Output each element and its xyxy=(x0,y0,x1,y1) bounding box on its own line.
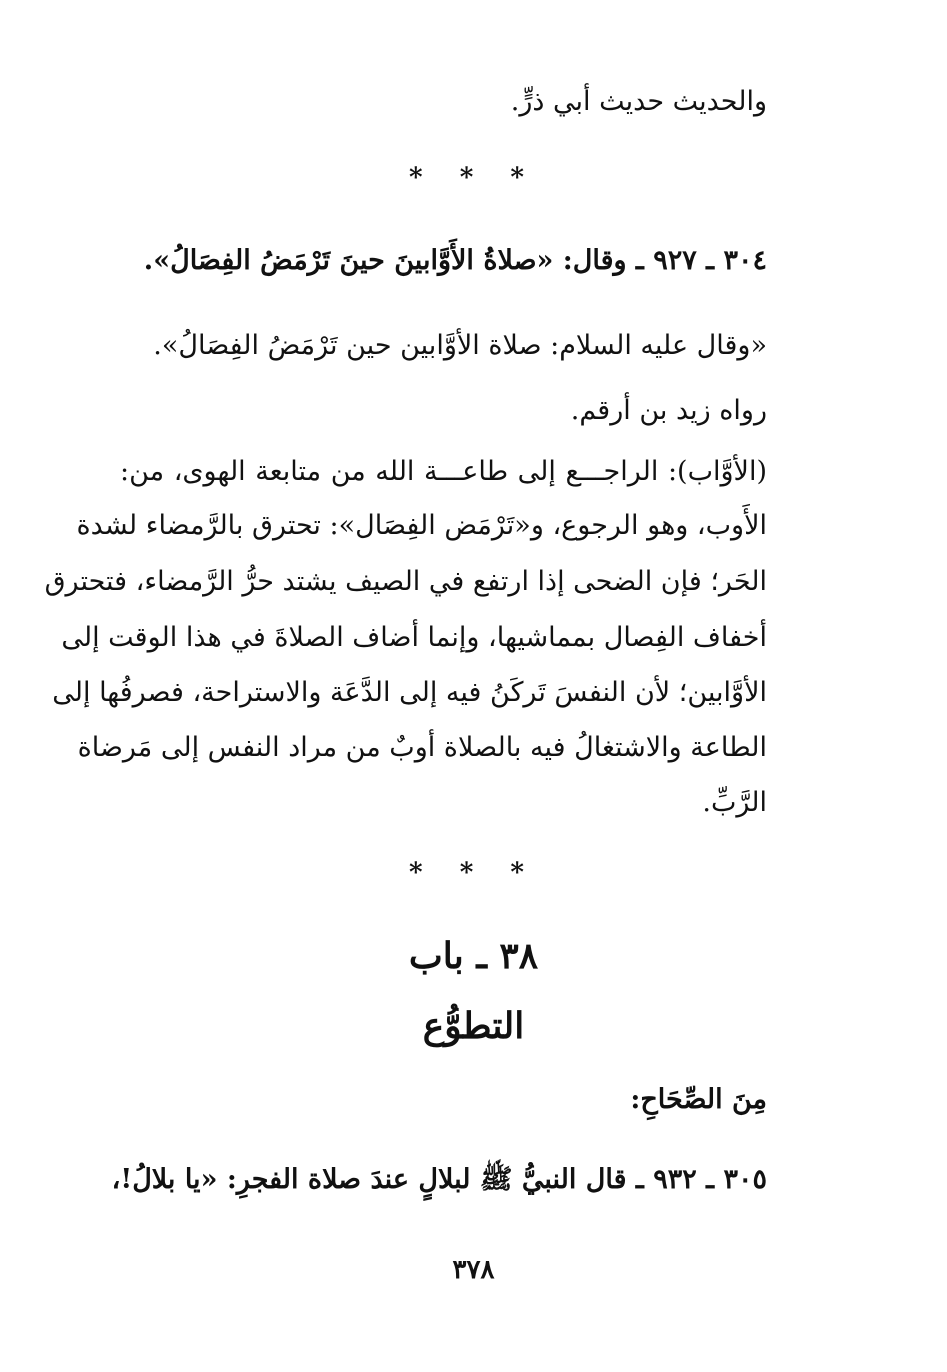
commentary-line-7: الرَّبِّ. xyxy=(702,787,767,818)
hadith-heading-305: ٣٠٥ ـ ٩٣٢ ـ قال النبيُّ ﷺ لبلالٍ عندَ صلاة الفجرِ: «يا بلالُ!، xyxy=(111,1164,767,1195)
commentary-line-3: الحَر؛ فإن الضحى إذا ارتفع في الصيف يشتد حرُّ الرَّمضاء، فتحترق xyxy=(44,566,767,597)
section-separator: * * * xyxy=(409,163,538,193)
subsection-label: مِنَ الصِّحَاحِ: xyxy=(630,1084,767,1115)
hadith-heading-304: ٣٠٤ ـ ٩٢٧ ـ وقال: «صلاةُ الأَوَّابينَ حينَ تَرْمَضُ الفِصَالُ». xyxy=(143,245,767,276)
section-separator: * * * xyxy=(409,858,538,888)
quote-line: «وقال عليه السلام: صلاة الأوَّابين حين تَرْمَضُ الفِصَالُ». xyxy=(153,330,767,361)
commentary-line-5: الأوَّابين؛ لأن النفسَ تَركَنُ فيه إلى الدَّعَة والاستراحة، فصرفُها إلى xyxy=(52,677,767,708)
page-number: ٣٧٨ xyxy=(452,1255,495,1285)
commentary-line-2: الأَوب، وهو الرجوع، و«تَرْمَض الفِصَال»: تحترق بالرَّمضاء لشدة xyxy=(76,510,767,541)
commentary-line-1: (الأوَّاب): الراجـــع إلى طاعـــة الله من متابعة الهوى، من: xyxy=(120,456,767,487)
chapter-number: ٣٨ ـ باب xyxy=(408,935,539,977)
commentary-line-4: أخفاف الفِصال بمماشيها، وإنما أضاف الصلاةَ في هذا الوقت إلى xyxy=(61,622,767,653)
text-line-closing-hadith: والحديث حديث أبي ذرٍّ. xyxy=(510,86,767,117)
chapter-title: التطوُّع xyxy=(422,1005,525,1047)
commentary-line-6: الطاعة والاشتغالُ فيه بالصلاة أوبٌ من مراد النفس إلى مَرضاة xyxy=(77,732,767,763)
narrator-line: رواه زيد بن أرقم. xyxy=(570,395,767,426)
